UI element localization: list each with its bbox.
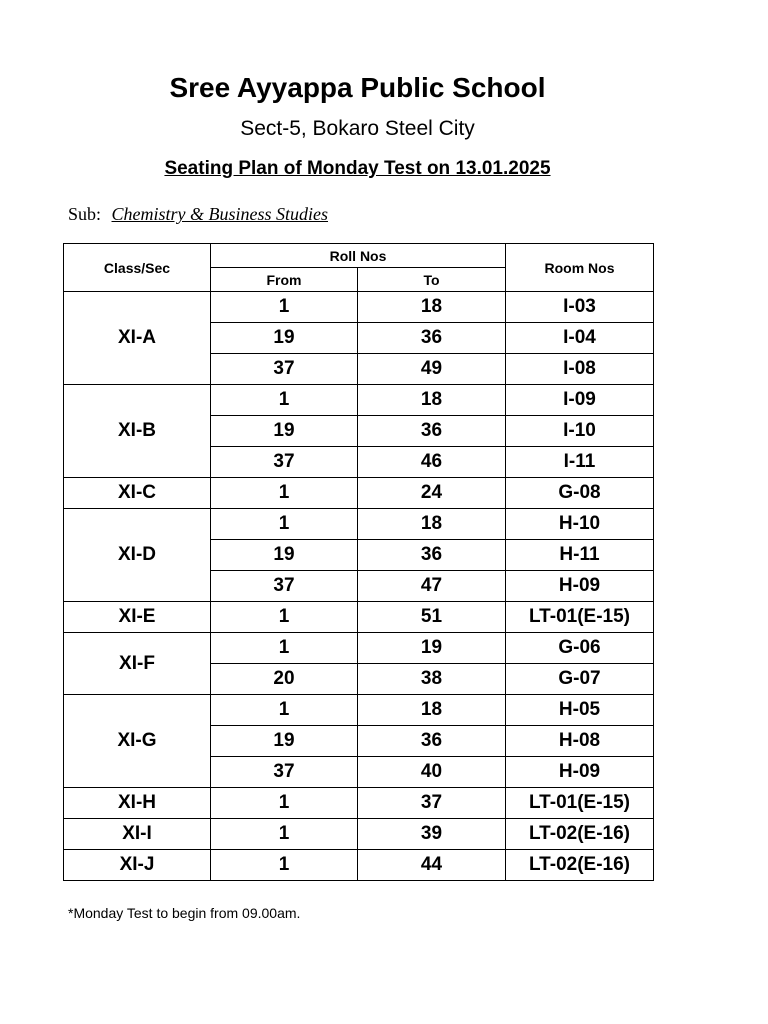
from-cell: 1	[211, 633, 358, 664]
room-cell: G-07	[506, 664, 654, 695]
to-cell: 19	[358, 633, 506, 664]
from-cell: 20	[211, 664, 358, 695]
class-sec-cell: XI-I	[64, 819, 211, 850]
to-cell: 49	[358, 354, 506, 385]
from-cell: 37	[211, 757, 358, 788]
to-cell: 18	[358, 292, 506, 323]
room-cell: LT-01(E-15)	[506, 788, 654, 819]
room-cell: I-10	[506, 416, 654, 447]
to-cell: 24	[358, 478, 506, 509]
room-cell: H-10	[506, 509, 654, 540]
from-cell: 1	[211, 819, 358, 850]
to-cell: 36	[358, 416, 506, 447]
room-cell: H-09	[506, 571, 654, 602]
to-cell: 37	[358, 788, 506, 819]
from-cell: 37	[211, 571, 358, 602]
room-cell: I-09	[506, 385, 654, 416]
room-cell: LT-02(E-16)	[506, 819, 654, 850]
subject-label: Sub:	[68, 204, 102, 224]
class-sec-cell: XI-G	[64, 695, 211, 788]
to-cell: 46	[358, 447, 506, 478]
room-cell: LT-02(E-16)	[506, 850, 654, 881]
room-cell: H-11	[506, 540, 654, 571]
from-cell: 19	[211, 416, 358, 447]
page-title	[0, 158, 715, 180]
header-roll-nos: Roll Nos	[211, 244, 506, 268]
class-sec-cell: XI-J	[64, 850, 211, 881]
to-cell: 36	[358, 540, 506, 571]
class-sec-cell: XI-F	[64, 633, 211, 695]
page-title-text: Seating Plan of Monday Test on 13.01.2025	[164, 158, 551, 179]
room-cell: H-09	[506, 757, 654, 788]
table-row	[64, 819, 654, 850]
from-cell: 1	[211, 385, 358, 416]
from-cell: 1	[211, 292, 358, 323]
room-cell: H-05	[506, 695, 654, 726]
class-sec-cell: XI-C	[64, 478, 211, 509]
to-cell: 40	[358, 757, 506, 788]
from-cell: 1	[211, 478, 358, 509]
subject-line	[68, 204, 328, 225]
from-cell: 37	[211, 354, 358, 385]
class-sec-cell: XI-B	[64, 385, 211, 478]
table-row	[64, 850, 654, 881]
header-room-nos: Room Nos	[506, 244, 654, 292]
to-cell: 36	[358, 726, 506, 757]
from-cell: 1	[211, 602, 358, 633]
from-cell: 1	[211, 850, 358, 881]
school-address: Sect-5, Bokaro Steel City	[240, 117, 475, 140]
class-sec-cell: XI-D	[64, 509, 211, 602]
table-row	[64, 602, 654, 633]
table-row	[64, 478, 654, 509]
room-cell: LT-01(E-15)	[506, 602, 654, 633]
table-row	[64, 292, 654, 323]
room-cell: H-08	[506, 726, 654, 757]
room-cell: G-08	[506, 478, 654, 509]
room-cell: I-03	[506, 292, 654, 323]
header-from: From	[211, 268, 358, 292]
table-row	[64, 633, 654, 664]
to-cell: 18	[358, 385, 506, 416]
table-row	[64, 788, 654, 819]
class-sec-cell: XI-H	[64, 788, 211, 819]
to-cell: 38	[358, 664, 506, 695]
header-to: To	[358, 268, 506, 292]
from-cell: 37	[211, 447, 358, 478]
room-cell: G-06	[506, 633, 654, 664]
to-cell: 47	[358, 571, 506, 602]
from-cell: 19	[211, 323, 358, 354]
room-cell: I-11	[506, 447, 654, 478]
to-cell: 18	[358, 509, 506, 540]
from-cell: 19	[211, 540, 358, 571]
from-cell: 1	[211, 695, 358, 726]
from-cell: 1	[211, 788, 358, 819]
table-row	[64, 695, 654, 726]
to-cell: 18	[358, 695, 506, 726]
room-cell: I-08	[506, 354, 654, 385]
to-cell: 39	[358, 819, 506, 850]
to-cell: 44	[358, 850, 506, 881]
class-sec-cell: XI-A	[64, 292, 211, 385]
subject-value: Chemistry & Business Studies	[111, 204, 329, 224]
seating-table-body	[64, 292, 654, 881]
footnote: *Monday Test to begin from 09.00am.	[68, 905, 301, 921]
table-row	[64, 509, 654, 540]
from-cell: 19	[211, 726, 358, 757]
to-cell: 36	[358, 323, 506, 354]
header-class-sec: Class/Sec	[64, 244, 211, 292]
school-name: Sree Ayyappa Public School	[169, 72, 546, 103]
seating-plan-table	[63, 243, 654, 881]
table-row	[64, 385, 654, 416]
room-cell: I-04	[506, 323, 654, 354]
from-cell: 1	[211, 509, 358, 540]
to-cell: 51	[358, 602, 506, 633]
class-sec-cell: XI-E	[64, 602, 211, 633]
